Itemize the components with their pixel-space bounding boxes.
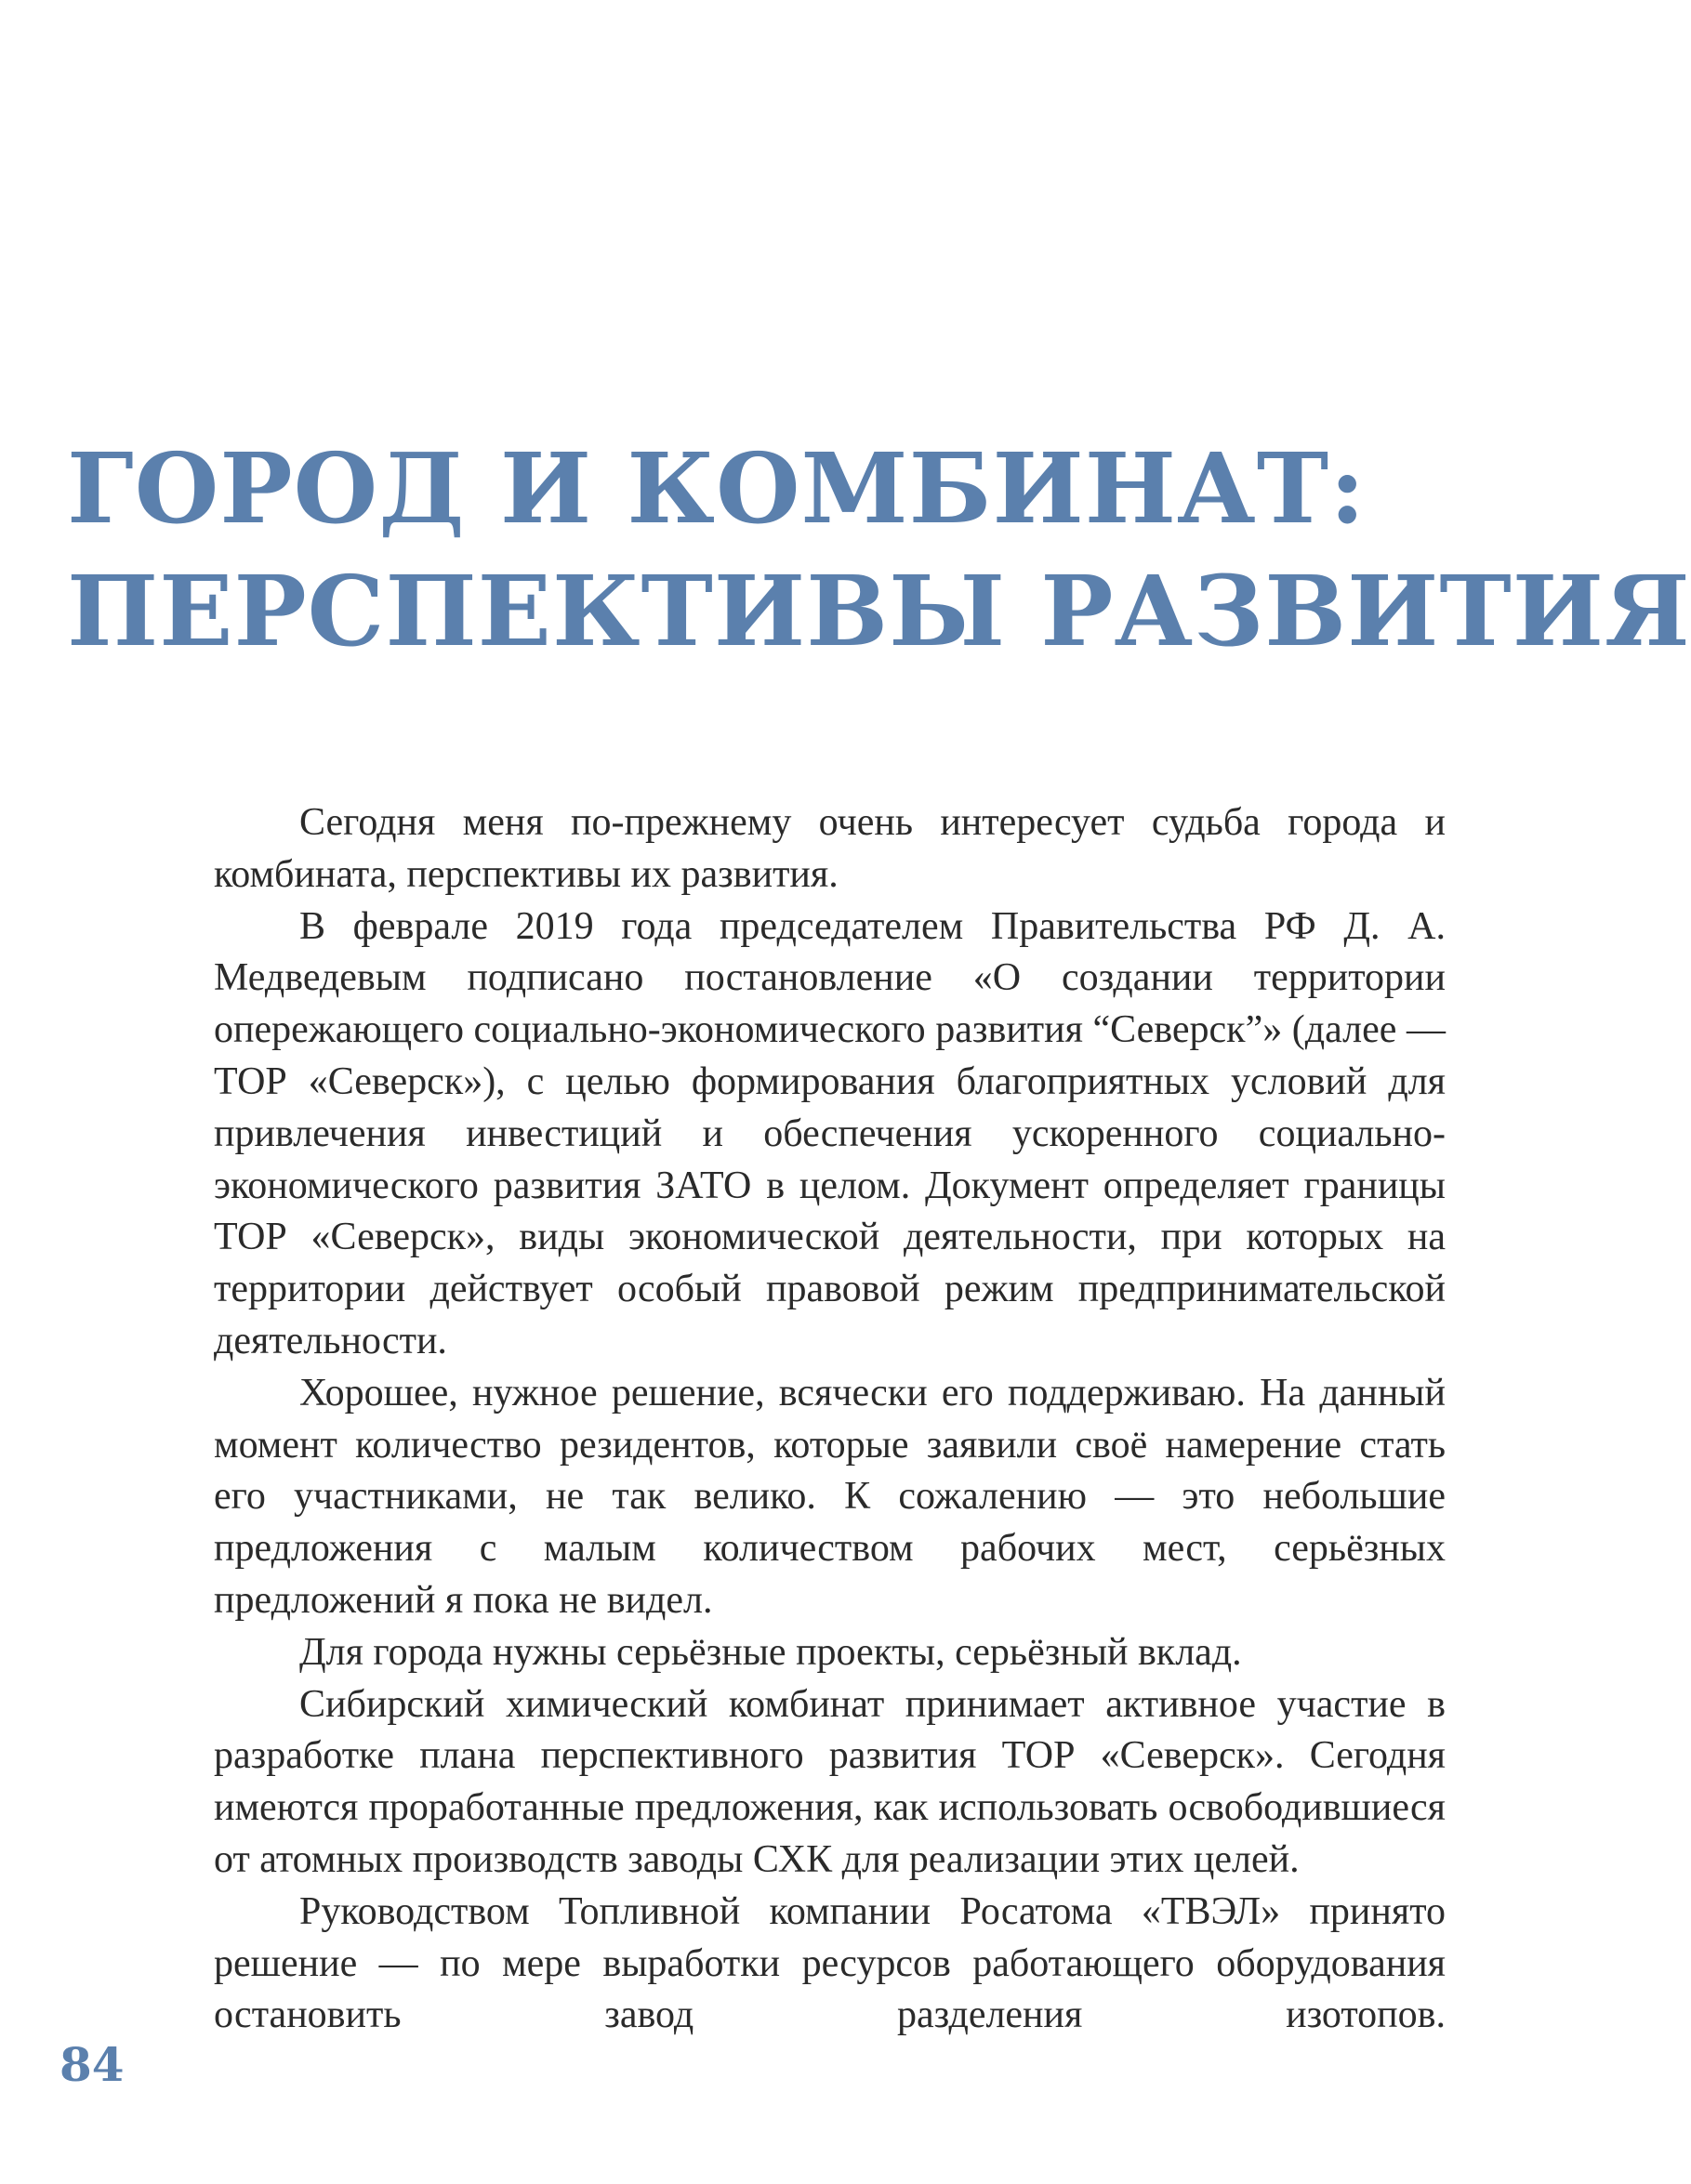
paragraph: Хорошее, нужное решение, всячески его поддерживаю. На данный момент количество резидентов, которые заявили своё намерение стать его участниками, не так велико. К сожалению — это небольшие предложения с малым количеством рабочих мест, серьёзных предложений я пока не видел.	[214, 1371, 1446, 1622]
page-number: 84	[59, 2037, 125, 2092]
paragraph: Сибирский химический комбинат принимает активное участие в разработке плана перспективного развития ТОР «Северск». Сегодня имеются проработанные предложения, как использовать освободившиеся от атомных производств заводы СХК для реализации этих целей.	[214, 1682, 1446, 1881]
chapter-title	[67, 428, 1691, 673]
chapter-title-line-1: ГОРОД И КОМБИНАТ:	[67, 431, 1367, 546]
paragraph: Сегодня меня по-прежнему очень интересует судьба города и комбината, перспективы их развития.	[214, 801, 1446, 896]
paragraph: Руководством Топливной компании Росатома «ТВЭЛ» принято решение — по мере выработки ресурсов работающего оборудования остановить завод разделения изотопов.	[214, 1889, 1446, 2037]
paragraph: В феврале 2019 года председателем Правительства РФ Д. А. Медведевым подписано постановление «О создании территории опережающего социально-экономического развития “Северск”» (далее — ТОР «Северск»), с целью формирования благоприятных условий для привлечения инвестиций и обеспечения ускоренного социально-экономического развития ЗАТО в целом. Документ определяет границы ТОР «Северск», виды экономической деятельности, при которых на территории действует особый правовой режим предпринимательской деятельности.	[214, 904, 1446, 1362]
chapter-title-line-2: ПЕРСПЕКТИВЫ РАЗВИТИЯ	[67, 554, 1691, 668]
paragraph: Для города нужны серьёзные проекты, серьёзный вклад.	[299, 1630, 1242, 1674]
body-text	[214, 797, 1446, 2042]
